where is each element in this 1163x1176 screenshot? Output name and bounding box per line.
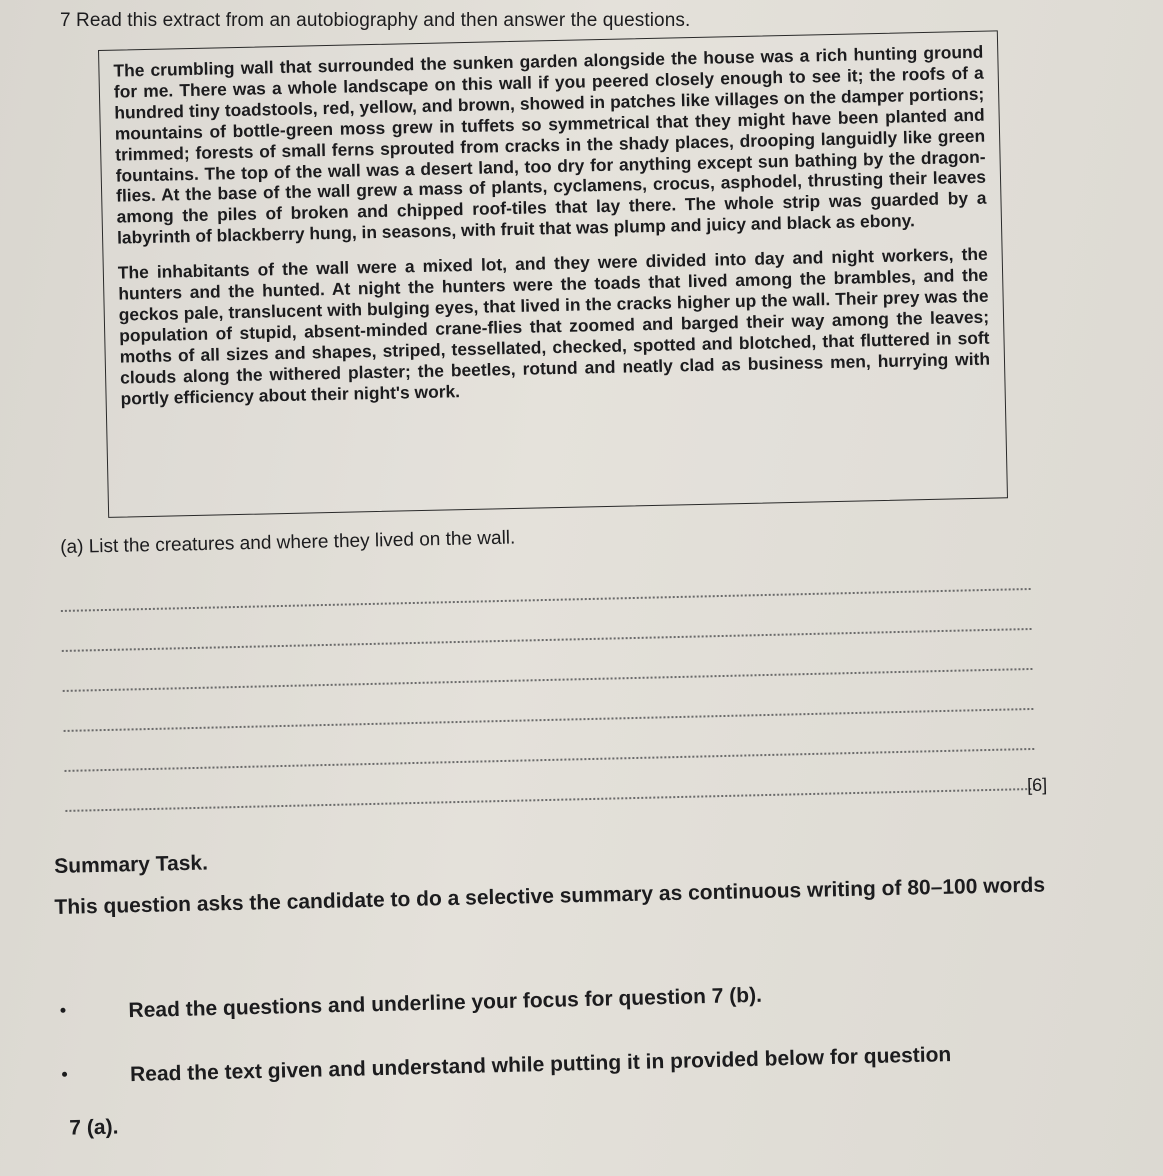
summary-description: This question asks the candidate to do a selective summary as continuous writing of 80–100 words	[54, 873, 1046, 919]
instruction-continuation: 7 (a).	[69, 1115, 119, 1140]
extract-paragraph-2: The inhabitants of the wall were a mixed lot, and they were divided into day and night workers, the hunters and the hunted. At night the hunters were the toads that lived among the brambles, and the geckos pale, translucent with bulging eyes, that lived in the cracks higher up the wall. Their prey was the population of stupid, absent-minded crane-flies that zoomed and barged their way among the leaves; moths of all sizes and shapes, striped, tessellated, checked, spotted and blotched, that fluttered in soft clouds along the withered plaster; the beetles, rotund and neatly clad as business men, hurrying with portly efficiency about their night's work.	[117, 243, 991, 409]
question-heading: 7 Read this extract from an autobiography and then answer the questions.	[60, 10, 691, 31]
instruction-list	[54, 964, 1128, 1152]
bullet-icon	[62, 1072, 67, 1077]
marks-label: [6]	[1026, 774, 1048, 796]
instruction-text: Read the questions and underline your focus for question 7 (b).	[128, 983, 763, 1023]
extract-box	[98, 30, 1008, 518]
instruction-item	[54, 964, 1125, 1036]
instruction-item	[56, 1028, 1128, 1152]
question-a-prompt: (a) List the creatures and where they lived on the wall.	[60, 527, 516, 558]
instruction-text: Read the text given and understand while putting it in provided below for question	[129, 1043, 952, 1087]
summary-title: Summary Task.	[54, 851, 209, 878]
answer-area[interactable]	[60, 550, 1048, 812]
bullet-icon	[60, 1008, 65, 1013]
extract-paragraph-1: The crumbling wall that surrounded the sunken garden alongside the house was a rich hunting ground for me. There was a whole landscape on this wall if you peered closely enough to see it; the roofs of a hundred tiny toadstools, red, yellow, and brown, showed in patches like villages on the damper portions; mountains of bottle-green moss grew in tuffets so symmetrical that they might have been planted and trimmed; forests of small ferns sprouted from cracks in the shady places, drooping languidly like green fountains. The top of the wall was a desert land, too dry for anything except sun bathing by the dragon-flies. At the base of the wall grew a mass of plants, cyclamens, crocus, asphodel, thrusting their leaves among the piles of broken and chipped roof-tiles that lay there. The whole strip was guarded by a labyrinth of blackberry hung, in seasons, with fruit that was plump and juicy and black as ebony.	[113, 41, 987, 248]
